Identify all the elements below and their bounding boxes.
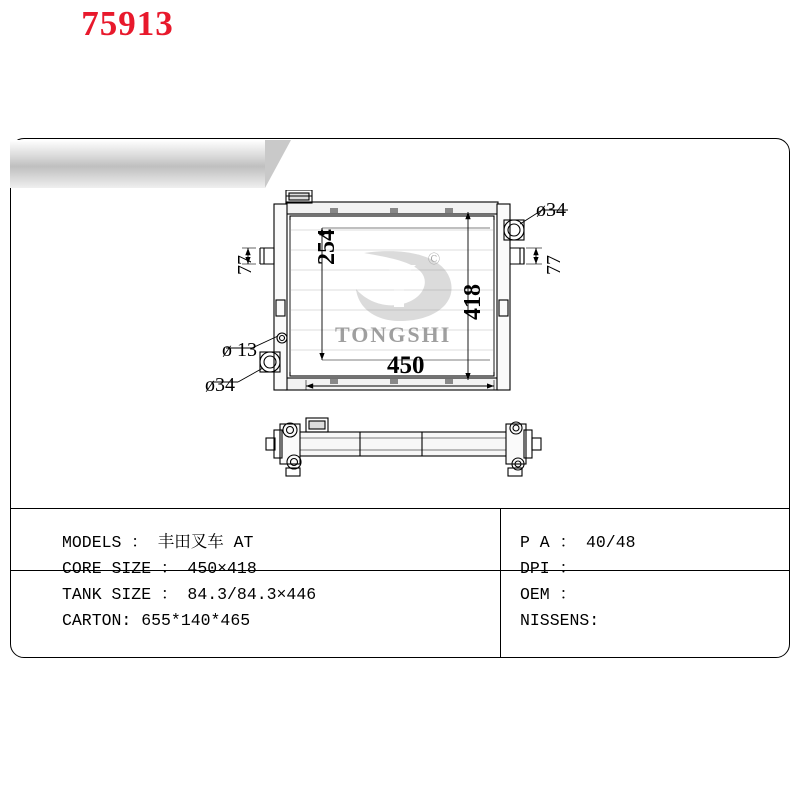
spec-carton: CARTON: 655*140*465 (62, 611, 251, 630)
dimension-bracket-right: 77 (543, 255, 565, 275)
spec-dpi: DPI ： (520, 559, 577, 578)
dimension-core-width: 450 (387, 352, 425, 379)
spec-info-block (10, 508, 790, 658)
spec-left-column (62, 530, 502, 634)
dimension-bracket-left: 77 (234, 255, 256, 275)
radiator-top-view (250, 410, 570, 490)
dimension-core-height: 254 (314, 229, 340, 265)
spec-nissens: NISSENS: (520, 611, 600, 630)
spec-oem: OEM ： (520, 585, 577, 604)
spec-tank-size: TANK SIZE ： 84.3/84.3×446 (62, 585, 317, 604)
spec-core-size: CORE SIZE ： 450×418 (62, 559, 257, 578)
registered-mark-icon: Ⓒ (428, 252, 441, 266)
part-number-banner (10, 140, 265, 188)
banner-slant (265, 140, 291, 188)
spec-pa: P A ： 40/48 (520, 533, 636, 552)
part-number: 75913 (81, 4, 174, 43)
dimension-inlet-diameter: ø34 (536, 199, 566, 221)
spec-right-column (520, 530, 780, 634)
dimension-outlet-diameter: ø34 (205, 374, 235, 396)
brand-wordmark: TONGSHI (335, 322, 452, 347)
spec-models: MODELS ： 丰田叉车 AT (62, 533, 254, 552)
dimension-small-hole: ø 13 (222, 339, 257, 361)
dimension-overall-height: 418 (460, 284, 486, 320)
